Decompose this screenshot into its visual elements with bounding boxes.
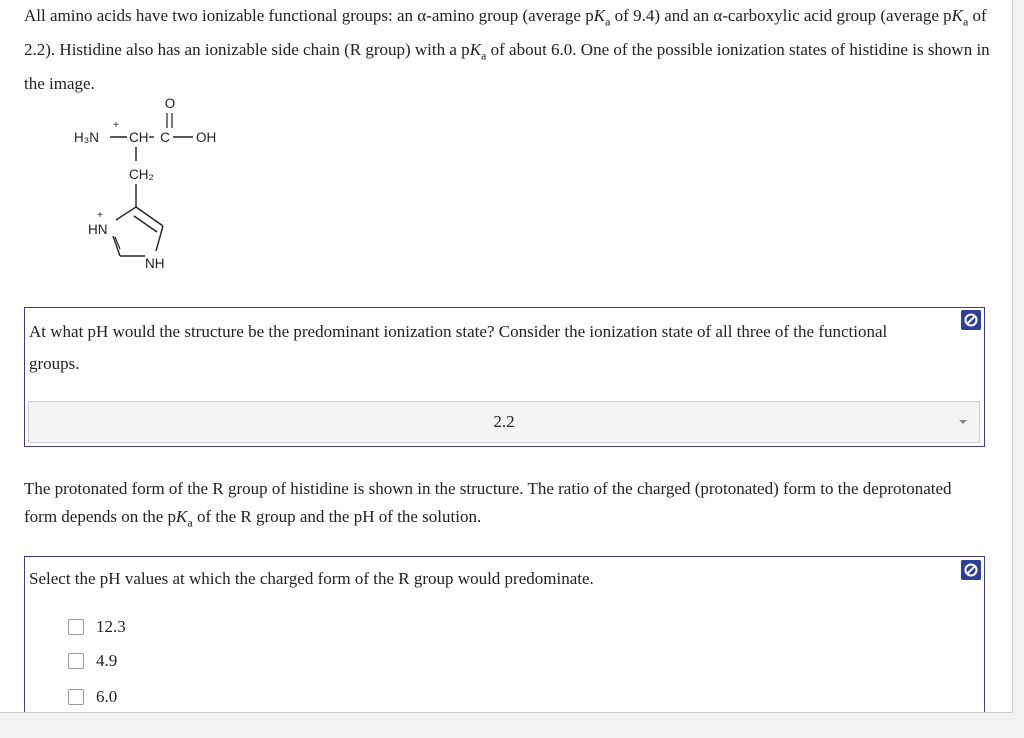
- selected-value: 2.2: [493, 412, 515, 431]
- checkbox[interactable]: [68, 653, 84, 669]
- checkbox[interactable]: [68, 689, 84, 705]
- charge-plus: +: [113, 120, 119, 131]
- middle-paragraph: [24, 475, 984, 536]
- intro-text-4: of about 6.0. One of the possible ionization states of histidine is shown in the image.: [24, 39, 990, 93]
- pka-k: K: [469, 39, 482, 59]
- ring-bond: [156, 226, 163, 251]
- imidazole-nh-plus-label: HN: [88, 222, 108, 237]
- charge-plus: +: [97, 210, 103, 221]
- blocked-circle-icon: [961, 560, 981, 580]
- middle-text-1: The protonated form of the R group of histidine is shown in the structure. The ratio of the charged (protonated) form to the deprotonated form depends on the p: [24, 479, 952, 526]
- pka-k: K: [593, 6, 606, 25]
- imidazole-nh-label: NH: [145, 256, 165, 271]
- option-label: 4.9: [96, 651, 118, 670]
- question-1-box: [24, 307, 985, 447]
- intro-paragraph: [24, 2, 994, 97]
- intro-text-2: of 9.4) and an α-carboxylic acid group (average p: [610, 6, 952, 25]
- option-checkbox-row[interactable]: [68, 649, 117, 673]
- intro-text-3: of 2.2). Histidine also has an ionizable side chain (R group) with a p: [24, 6, 987, 59]
- checkbox[interactable]: [68, 619, 84, 635]
- methylene-label: CH₂: [129, 167, 154, 182]
- histidine-structure: [60, 90, 260, 280]
- blocked-circle-icon: [961, 310, 981, 330]
- alpha-carbon-label: CH: [129, 130, 149, 145]
- pka-sub: a: [605, 14, 611, 29]
- pka-sub: a: [187, 514, 193, 529]
- ph-answer-select[interactable]: [28, 401, 980, 443]
- option-label: 12.3: [96, 617, 126, 636]
- pka-k: K: [951, 6, 963, 25]
- pka-sub: a: [481, 48, 487, 63]
- pka-k: K: [176, 506, 188, 526]
- amino-group-label: H₃N: [74, 130, 99, 145]
- ring-bond: [136, 207, 163, 226]
- chevron-down-icon: [959, 420, 967, 424]
- question-1-text: At what pH would the structure be the predominant ionization state? Consider the ionization state of all three of the functional groups.: [29, 322, 888, 373]
- question-2-text: Select the pH values at which the charged form of the R group would predominate.: [29, 569, 594, 588]
- option-checkbox-row[interactable]: [68, 615, 126, 639]
- hydroxyl-label: OH: [196, 130, 217, 145]
- option-label: 6.0: [96, 687, 118, 706]
- carbonyl-oxygen-label: O: [164, 96, 176, 111]
- middle-text-2: of the R group and the pH of the solution.: [192, 506, 482, 526]
- question-2-box: [24, 556, 985, 713]
- ring-bond: [116, 207, 136, 220]
- pka-sub: a: [962, 14, 969, 29]
- intro-text-1: All amino acids have two ionizable functional groups: an α-amino group (average p: [24, 6, 594, 25]
- option-checkbox-row[interactable]: [68, 685, 117, 709]
- carbonyl-carbon-label: C: [160, 130, 170, 145]
- ring-double-bond: [134, 216, 157, 232]
